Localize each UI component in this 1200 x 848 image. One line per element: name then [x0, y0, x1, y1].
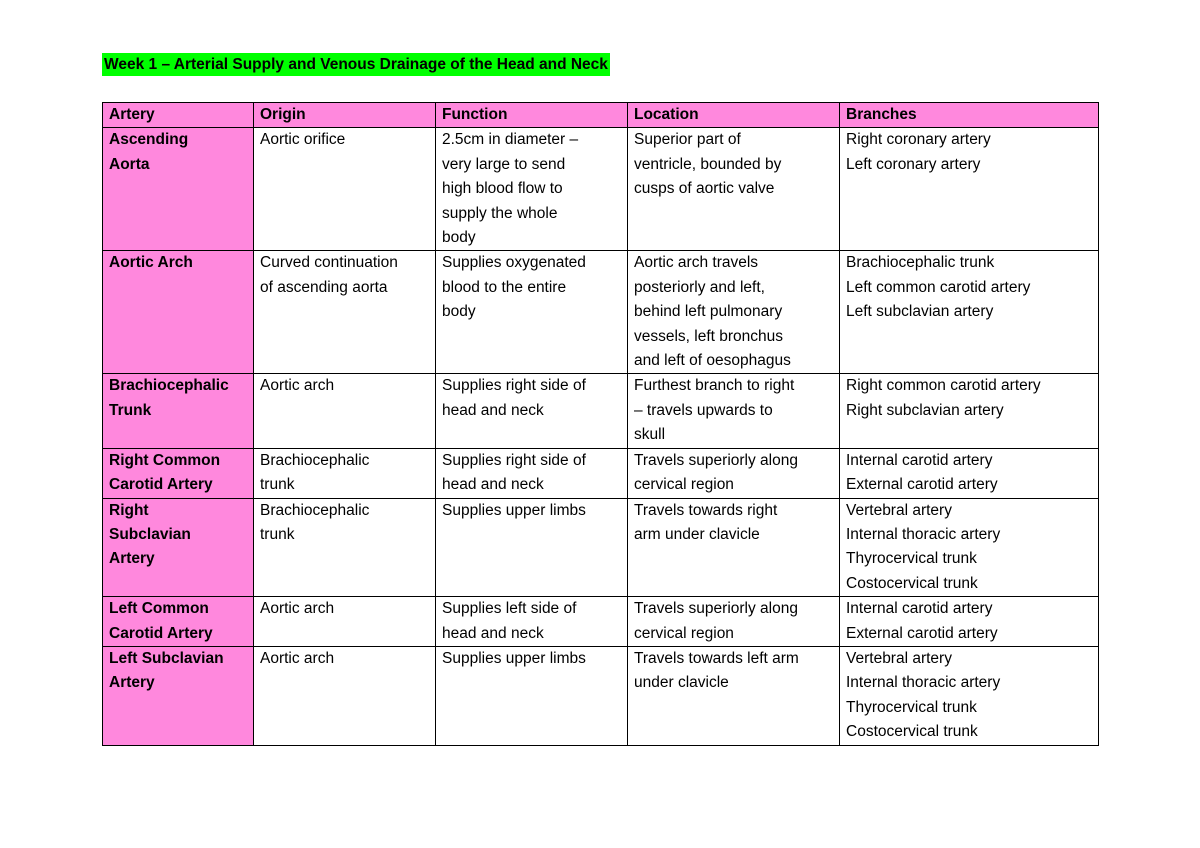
artery-line: Right — [109, 501, 149, 519]
branches-line: Vertebral artery — [846, 501, 952, 519]
column-header-origin: Origin — [254, 103, 436, 128]
artery-line: Carotid Artery — [109, 476, 213, 494]
origin-cell — [254, 128, 436, 251]
column-header-artery: Artery — [103, 103, 254, 128]
function-line: Supplies upper limbs — [442, 501, 586, 519]
artery-line: Aorta — [109, 155, 150, 173]
artery-line: Ascending — [109, 131, 189, 149]
location-line: behind left pulmonary — [634, 303, 783, 321]
branches-line: External carotid artery — [846, 476, 998, 494]
branches-cell — [840, 646, 1099, 745]
location-line: Superior part of — [634, 131, 741, 149]
function-cell — [436, 597, 628, 647]
function-cell — [436, 498, 628, 597]
table-row — [103, 448, 1099, 498]
artery-table — [102, 102, 1099, 746]
function-line: body — [442, 303, 476, 321]
location-cell — [628, 597, 840, 647]
location-line: Aortic arch travels — [634, 254, 759, 272]
location-cell — [628, 251, 840, 374]
artery-line: Carotid Artery — [109, 624, 213, 642]
function-cell — [436, 128, 628, 251]
function-line: Supplies right side of — [442, 451, 586, 469]
branches-line: Right coronary artery — [846, 131, 991, 149]
origin-cell — [254, 646, 436, 745]
branches-cell — [840, 498, 1099, 597]
location-cell — [628, 128, 840, 251]
artery-line: Artery — [109, 550, 155, 568]
table-body — [103, 128, 1099, 745]
table-row — [103, 374, 1099, 448]
function-line: head and neck — [442, 476, 544, 494]
location-line: Travels towards right — [634, 501, 778, 519]
branches-cell — [840, 374, 1099, 448]
branches-line: Left subclavian artery — [846, 303, 994, 321]
origin-line: Curved continuation — [260, 254, 398, 272]
location-line: Travels superiorly along — [634, 451, 798, 469]
function-line: 2.5cm in diameter – — [442, 131, 579, 149]
origin-line: Aortic arch — [260, 377, 335, 395]
function-cell — [436, 374, 628, 448]
artery-line: Subclavian — [109, 525, 191, 543]
artery-line: Right Common — [109, 451, 221, 469]
function-line: Supplies oxygenated — [442, 254, 586, 272]
origin-cell — [254, 448, 436, 498]
branches-cell — [840, 128, 1099, 251]
function-line: Supplies left side of — [442, 600, 577, 618]
location-line: vessels, left bronchus — [634, 327, 784, 345]
branches-line: External carotid artery — [846, 624, 998, 642]
function-line: head and neck — [442, 624, 544, 642]
table-row — [103, 597, 1099, 647]
artery-cell — [103, 374, 254, 448]
origin-line: Brachiocephalic — [260, 451, 370, 469]
artery-line: Artery — [109, 674, 155, 692]
artery-cell — [103, 597, 254, 647]
artery-line: Left Subclavian — [109, 649, 224, 667]
function-line: Supplies upper limbs — [442, 649, 586, 667]
branches-line: Costocervical trunk — [846, 574, 978, 592]
artery-cell — [103, 646, 254, 745]
branches-line: Left coronary artery — [846, 155, 981, 173]
function-cell — [436, 448, 628, 498]
origin-cell — [254, 374, 436, 448]
location-cell — [628, 646, 840, 745]
table-row — [103, 498, 1099, 597]
function-cell — [436, 251, 628, 374]
branches-cell — [840, 448, 1099, 498]
location-line: posteriorly and left, — [634, 278, 765, 296]
artery-line: Left Common — [109, 600, 209, 618]
branches-line: Internal carotid artery — [846, 451, 993, 469]
artery-line: Aortic Arch — [109, 254, 193, 272]
function-line: supply the whole — [442, 204, 558, 222]
location-line: – travels upwards to — [634, 401, 773, 419]
location-line: Furthest branch to right — [634, 377, 795, 395]
artery-cell — [103, 251, 254, 374]
location-line: Travels superiorly along — [634, 600, 798, 618]
artery-line: Trunk — [109, 401, 152, 419]
table-row — [103, 646, 1099, 745]
location-line: arm under clavicle — [634, 525, 760, 543]
column-header-function: Function — [436, 103, 628, 128]
branches-cell — [840, 251, 1099, 374]
origin-line: trunk — [260, 476, 295, 494]
origin-cell — [254, 251, 436, 374]
artery-line: Brachiocephalic — [109, 377, 229, 395]
branches-line: Thyrocervical trunk — [846, 550, 977, 568]
location-line: cervical region — [634, 476, 734, 494]
column-header-location: Location — [628, 103, 840, 128]
artery-cell — [103, 448, 254, 498]
location-line: ventricle, bounded by — [634, 155, 782, 173]
function-line: very large to send — [442, 155, 566, 173]
branches-line: Internal thoracic artery — [846, 525, 1001, 543]
origin-line: Aortic arch — [260, 649, 335, 667]
origin-line: Brachiocephalic — [260, 501, 370, 519]
origin-cell — [254, 498, 436, 597]
branches-line: Right common carotid artery — [846, 377, 1041, 395]
branches-line: Right subclavian artery — [846, 401, 1004, 419]
function-line: blood to the entire — [442, 278, 567, 296]
page-title: Week 1 – Arterial Supply and Venous Drainage of the Head and Neck — [102, 53, 610, 76]
location-line: and left of oesophagus — [634, 352, 791, 370]
table-header-row — [103, 103, 1099, 128]
location-line: Travels towards left arm — [634, 649, 799, 667]
branches-line: Thyrocervical trunk — [846, 698, 977, 716]
table-row — [103, 128, 1099, 251]
artery-cell — [103, 498, 254, 597]
artery-cell — [103, 128, 254, 251]
origin-line: Aortic arch — [260, 600, 335, 618]
location-cell — [628, 374, 840, 448]
origin-cell — [254, 597, 436, 647]
location-line: cervical region — [634, 624, 734, 642]
branches-cell — [840, 597, 1099, 647]
location-line: under clavicle — [634, 674, 729, 692]
location-line: skull — [634, 426, 666, 444]
function-line: body — [442, 229, 476, 247]
function-cell — [436, 646, 628, 745]
branches-line: Internal carotid artery — [846, 600, 993, 618]
column-header-branches: Branches — [840, 103, 1099, 128]
branches-line: Left common carotid artery — [846, 278, 1031, 296]
location-line: cusps of aortic valve — [634, 180, 775, 198]
branches-line: Costocervical trunk — [846, 723, 978, 741]
branches-line: Brachiocephalic trunk — [846, 254, 995, 272]
origin-line: of ascending aorta — [260, 278, 388, 296]
function-line: high blood flow to — [442, 180, 563, 198]
function-line: Supplies right side of — [442, 377, 586, 395]
location-cell — [628, 448, 840, 498]
function-line: head and neck — [442, 401, 544, 419]
location-cell — [628, 498, 840, 597]
table-row — [103, 251, 1099, 374]
branches-line: Internal thoracic artery — [846, 674, 1001, 692]
origin-line: Aortic orifice — [260, 131, 346, 149]
branches-line: Vertebral artery — [846, 649, 952, 667]
origin-line: trunk — [260, 525, 295, 543]
